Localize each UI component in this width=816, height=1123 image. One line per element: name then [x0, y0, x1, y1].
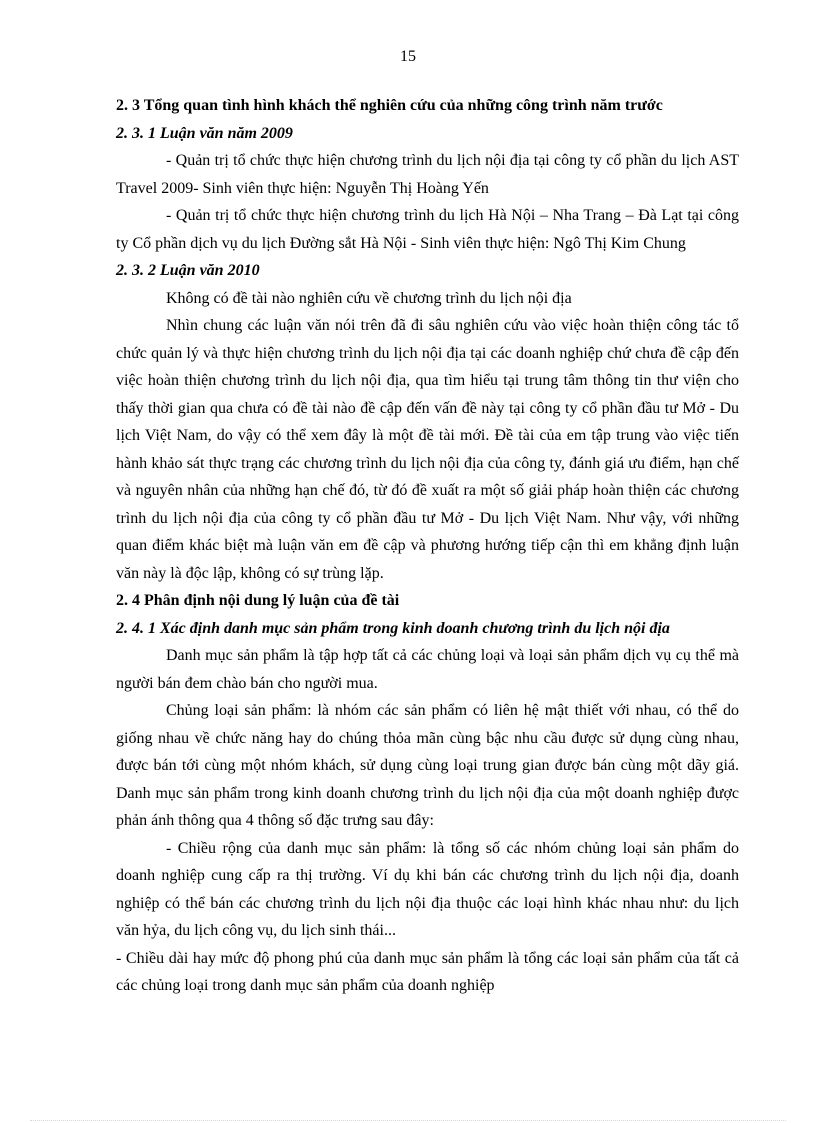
paragraph: Nhìn chung các luận văn nói trên đã đi sâu nghiên cứu vào việc hoàn thiện công tác tổ chức quản lý và thực hiện chương trình du lịch nội địa tại các doanh nghiệp chứ chưa đề cập đến việc hoàn thiện chương trình du lịch nội địa, qua tìm hiểu tại trung tâm thông tin thư viện cho thấy thời gian qua chưa có đề tài nào đề cập đến vấn đề này tại công ty cổ phần đầu tư Mở - Du lịch Việt Nam, do vậy có thể xem đây là một đề tài mới. Đề tài của em tập trung vào việc tiến hành khảo sát thực trạng các chương trình du lịch nội địa của công ty, đánh giá ưu điểm, hạn chế và nguyên nhân của những hạn chế đó, từ đó đề xuất ra một số giải pháp hoàn thiện các chương trình du lịch nội địa của công ty cổ phần đầu tư Mở - Du lịch Việt Nam. Như vậy, với những quan điểm khác biệt mà luận văn em đề cập và phương hướng tiếp cận thì em khẳng định luận văn này là độc lập, không có sự trùng lặp. [116, 317, 739, 582]
paragraph: Chủng loại sản phẩm: là nhóm các sản phẩm có liên hệ mật thiết với nhau, có thể do giống nhau về chức năng hay do chúng thỏa mãn cùng bậc nhu cầu được sử dụng cùng nhau, được bán tới cùng một nhóm khách, sử dụng cùng loại trung gian được bán cùng một dãy giá. Danh mục sản phẩm trong kinh doanh chương trình du lịch nội địa của một doanh nghiệp được phản ánh thông qua 4 thông số đặc trưng sau đây: [116, 702, 739, 829]
document-body [116, 92, 739, 1000]
page-bottom-divider [30, 1120, 786, 1121]
list-item: - Chiều dài hay mức độ phong phú của danh mục sản phẩm là tổng các loại sản phẩm của tất cả các chủng loại trong danh mục sản phẩm của doanh nghiệp [116, 949, 739, 994]
paragraph: Danh mục sản phẩm là tập hợp tất cả các chủng loại và loại sản phẩm dịch vụ cụ thể mà người bán đem chào bán cho người mua. [116, 647, 739, 692]
subsection-heading-2-3-1: 2. 3. 1 Luận văn năm 2009 [116, 124, 293, 142]
list-item: - Quản trị tổ chức thực hiện chương trình du lịch nội địa tại công ty cổ phần du lịch AST Travel 2009- Sinh viên thực hiện: Nguyễn Thị Hoàng Yến [116, 152, 739, 197]
subsection-heading-2-3-2: 2. 3. 2 Luận văn 2010 [116, 262, 260, 279]
section-heading-2-3: 2. 3 Tổng quan tình hình khách thể nghiên cứu của những công trình năm trước [116, 97, 663, 114]
list-item: - Quản trị tổ chức thực hiện chương trình du lịch Hà Nội – Nha Trang – Đà Lạt tại công ty Cổ phần dịch vụ du lịch Đường sắt Hà Nội - Sinh viên thực hiện: Ngô Thị Kim Chung [116, 207, 739, 252]
page-number: 15 [400, 48, 416, 65]
section-heading-2-4: 2. 4 Phân định nội dung lý luận của đề tài [116, 592, 400, 609]
subsection-heading-2-4-1: 2. 4. 1 Xác định danh mục sản phẩm trong kinh doanh chương trình du lịch nội địa [116, 619, 670, 637]
list-item: - Chiều rộng của danh mục sản phẩm: là tổng số các nhóm chủng loại sản phẩm do doanh nghiệp cung cấp ra thị trường. Ví dụ khi bán các chương trình du lịch nội địa, doanh nghiệp có thể bán các chương trình du lịch nội địa thuộc các loại hình khác nhau như: du lịch văn hỷa, du lịch công vụ, du lịch sinh thái... [116, 839, 739, 939]
paragraph: Không có đề tài nào nghiên cứu về chương trình du lịch nội địa [166, 289, 572, 307]
